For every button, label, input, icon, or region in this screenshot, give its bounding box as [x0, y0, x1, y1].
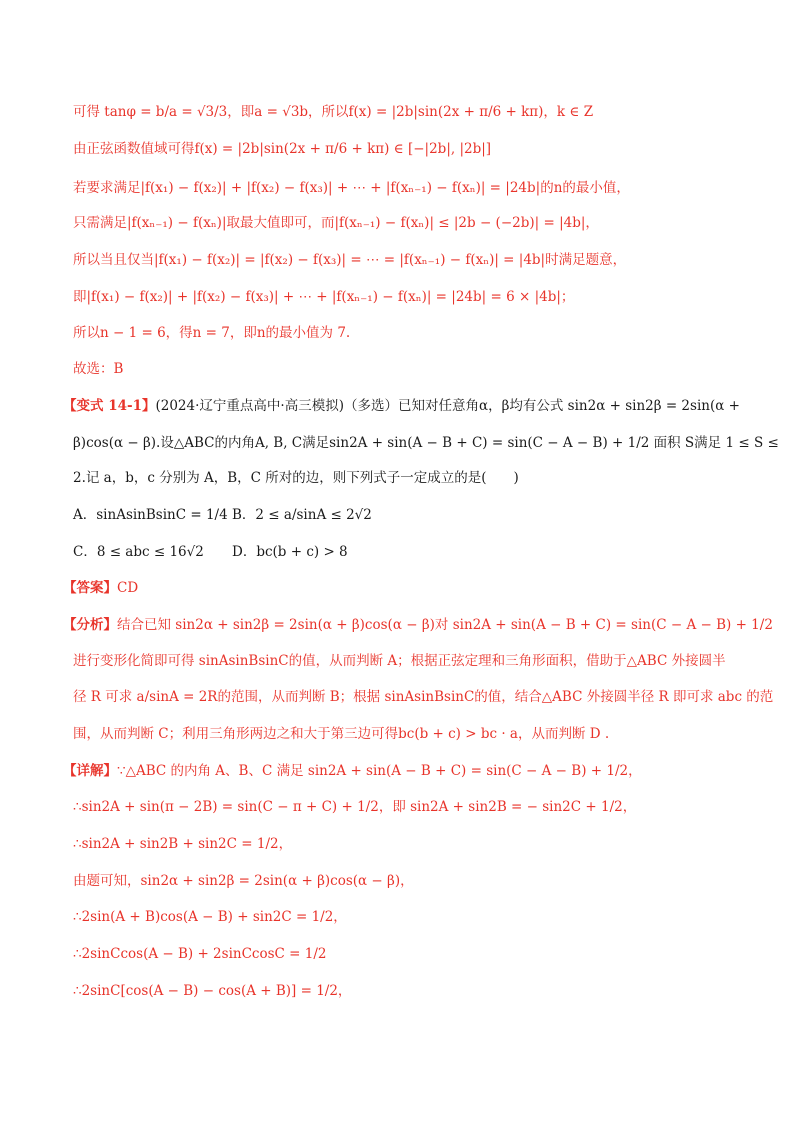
detail-line-5: ∴2sin(A + B)cos(A − B) + sin2C = 1/2， [73, 909, 347, 925]
answer-label: 【答案】 [63, 580, 117, 596]
option-c: C．8 ≤ abc ≤ 16√2 [73, 544, 204, 560]
solution-line-6: 即|f(x₁) − f(x₂)| + |f(x₂) − f(x₃)| + ⋯ + |f(xₙ₋₁) − f(xₙ)| = |24b| = 6 × |4b|； [73, 289, 575, 305]
option-a: A．sinAsinBsinC = 1/4 [73, 507, 228, 523]
detail-line-4: 由题可知，sin2α + sin2β = 2sin(α + β)cos(α − β)， [73, 873, 414, 889]
solution-line-1: 可得 tanφ = b/a = √3/3，即a = √3b，所以f(x) = |2b|sin(2x + π/6 + kπ)，k ∈ Z [73, 104, 594, 120]
detail-line-1 [63, 761, 740, 781]
analysis-label: 【分析】 [63, 617, 117, 633]
analysis-text-1: 结合已知 sin2α + sin2β = 2sin(α + β)cos(α − β)对 sin2A + sin(A − B + C) = sin(C − A − B) + 1/2 [117, 617, 773, 633]
answer-value: CD [117, 580, 139, 596]
analysis-line-3: 径 R 可求 a/sinA = 2R的范围，从而判断 B；根据 sinAsinBsinC的值，结合△ABC 外接圆半径 R 即可求 abc 的范 [73, 689, 774, 705]
analysis-line-2: 进行变形化简即可得 sinAsinBsinC的值，从而判断 A；根据正弦定理和三角形面积，借助于△ABC 外接圆半 [73, 653, 726, 669]
detail-line-2: ∴sin2A + sin(π − 2B) = sin(C − π + C) + 1/2，即 sin2A + sin2B = − sin2C + 1/2， [73, 799, 637, 815]
detail-label: 【详解】 [63, 763, 117, 779]
option-b: B．2 ≤ a/sinA ≤ 2√2 [232, 507, 372, 523]
solution-line-7: 所以n − 1 = 6，得n = 7，即n的最小值为 7. [73, 325, 351, 341]
solution-line-8: 故选：B [73, 361, 124, 377]
problem-line-2: β)cos(α − β).设△ABC的内角A, B, C满足sin2A + sin(A − B + C) = sin(C − A − B) + 1/2 面积 S满足 1 ≤ S ≤ [73, 435, 779, 451]
analysis-line-4: 围，从而判断 C；利用三角形两边之和大于第三边可得bc(b + c) > bc · a，从而判断 D . [73, 726, 610, 742]
detail-line-3: ∴sin2A + sin2B + sin2C = 1/2， [73, 836, 293, 852]
problem-line-3: 2.记 a，b，c 分别为 A，B，C 所对的边，则下列式子一定成立的是( ) [73, 470, 519, 486]
problem-text-1: (2024·辽宁重点高中·高三模拟)（多选）已知对任意角α，β均有公式 sin2α + sin2β = 2sin(α + [155, 398, 740, 414]
analysis-line-1 [63, 615, 773, 635]
detail-line-6: ∴2sinCcos(A − B) + 2sinCcosC = 1/2 [73, 946, 327, 962]
answer-line [63, 578, 740, 598]
solution-line-5: 所以当且仅当|f(x₁) − f(x₂)| = |f(x₂) − f(x₃)| = ⋯ = |f(xₙ₋₁) − f(xₙ)| = |4b|时满足题意， [73, 252, 627, 268]
option-d: D．bc(b + c) > 8 [232, 544, 348, 560]
problem-label: 【变式 14-1】 [63, 398, 156, 414]
solution-line-3: 若要求满足|f(x₁) − f(x₂)| + |f(x₂) − f(x₃)| + ⋯ + |f(xₙ₋₁) − f(xₙ)| = |24b|的n的最小值， [73, 180, 630, 196]
problem-line-1 [63, 396, 740, 416]
solution-line-2: 由正弦函数值域可得f(x) = |2b|sin(2x + π/6 + kπ) ∈ [−|2b|, |2b|] [73, 141, 492, 157]
solution-line-4: 只需满足|f(xₙ₋₁) − f(xₙ)|取最大值即可，而|f(xₙ₋₁) − f(xₙ)| ≤ |2b − (−2b)| = |4b|， [73, 215, 599, 231]
detail-line-7: ∴2sinC[cos(A − B) − cos(A + B)] = 1/2， [73, 983, 352, 999]
detail-text-1: ∵△ABC 的内角 A、B、C 满足 sin2A + sin(A − B + C) = sin(C − A − B) + 1/2， [117, 763, 642, 779]
